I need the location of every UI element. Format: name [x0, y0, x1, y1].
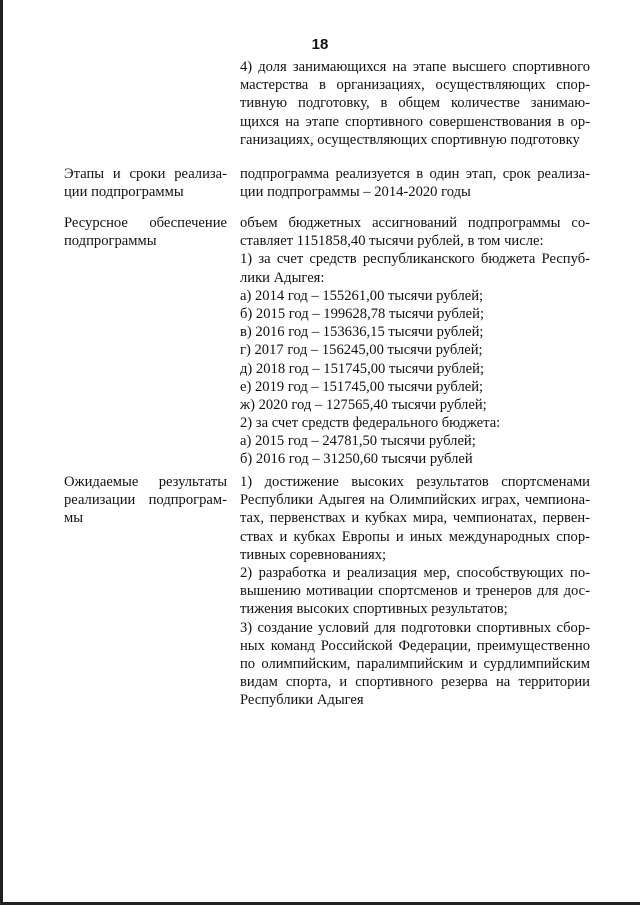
- resources-label: [64, 214, 227, 250]
- funding-item: д) 2018 год – 151745,00 тысячи рублей;: [240, 360, 485, 377]
- text-line: вышению мотивации спортсменов и тренеров для дос-: [240, 583, 590, 600]
- text-line: по олимпийским, паралимпийским и сурдлимпийским: [240, 655, 590, 672]
- text-line: видам спорта, и спортивного резерва на территории: [240, 674, 590, 691]
- text-line: щихся на этапе спортивного совершенствования в ор-: [240, 113, 590, 130]
- text-line: ствах и кубках Европы и иных международных спор-: [240, 528, 590, 545]
- text-line: 2) за счет средств федерального бюджета:: [240, 415, 501, 432]
- text-line: тах, первенствах и кубках мира, чемпионатах, первен-: [240, 510, 590, 527]
- text-line: ных команд Российской Федерации, преимущественно: [240, 637, 590, 654]
- text-line: ганизациях, осуществляющих спортивную подготовку: [240, 131, 580, 148]
- scan-left-edge: [0, 0, 3, 905]
- text-line: ставляет 1151858,40 тысячи рублей, в том числе:: [240, 233, 544, 250]
- text-line: ции подпрограммы – 2014-2020 годы: [240, 184, 471, 201]
- label-line: реализации подпрограм-: [64, 492, 227, 509]
- results-label: [64, 473, 227, 528]
- label-line: подпрограммы: [64, 233, 157, 250]
- funding-item: в) 2016 год – 153636,15 тысячи рублей;: [240, 324, 484, 341]
- text-line: лики Адыгея:: [240, 269, 325, 286]
- results-value: [240, 473, 590, 709]
- text-line: 1) достижение высоких результатов спортсменами: [240, 474, 590, 490]
- text-line: 4) доля занимающихся на этапе высшего спортивного: [240, 59, 590, 75]
- text-line: мастерства в организациях, осуществляющих спор-: [240, 77, 590, 94]
- label-line: мы: [64, 510, 84, 527]
- text-line: 1) за счет средств республиканского бюджета Респуб-: [240, 251, 590, 268]
- text-line: подпрограмма реализуется в один этап, срок реализа-: [240, 166, 590, 182]
- label-line: Этапы и сроки реализа-: [64, 166, 227, 182]
- stages-label: [64, 165, 227, 201]
- text-line: Республики Адыгея на Олимпийских играх, чемпиона-: [240, 492, 590, 509]
- stages-value: [240, 165, 590, 201]
- text-line: тивную подготовку, в общем количестве занимаю-: [240, 95, 590, 112]
- continuation-text: [240, 58, 590, 149]
- funding-item: б) 2016 год – 31250,60 тысячи рублей: [240, 451, 473, 468]
- funding-item: е) 2019 год – 151745,00 тысячи рублей;: [240, 378, 484, 395]
- text-line: Республики Адыгея: [240, 692, 364, 709]
- text-line: объем бюджетных ассигнований подпрограммы со-: [240, 215, 590, 231]
- funding-item: а) 2014 год – 155261,00 тысячи рублей;: [240, 287, 484, 304]
- text-line: 2) разработка и реализация мер, способствующих по-: [240, 564, 590, 581]
- funding-item: ж) 2020 год – 127565,40 тысячи рублей;: [240, 396, 487, 413]
- label-line: Ожидаемые результаты: [64, 474, 227, 490]
- page-number: 18: [311, 36, 329, 53]
- funding-item: а) 2015 год – 24781,50 тысячи рублей;: [240, 433, 476, 450]
- text-line: 3) создание условий для подготовки спортивных сбор-: [240, 619, 590, 636]
- label-line: Ресурсное обеспечение: [64, 215, 227, 231]
- resources-value: [240, 214, 590, 469]
- label-line: ции подпрограммы: [64, 184, 184, 201]
- text-line: тижения высоких спортивных результатов;: [240, 601, 508, 618]
- funding-item: б) 2015 год – 199628,78 тысячи рублей;: [240, 305, 485, 322]
- funding-item: г) 2017 год – 156245,00 тысячи рублей;: [240, 342, 483, 359]
- text-line: тивных соревнованиях;: [240, 546, 387, 563]
